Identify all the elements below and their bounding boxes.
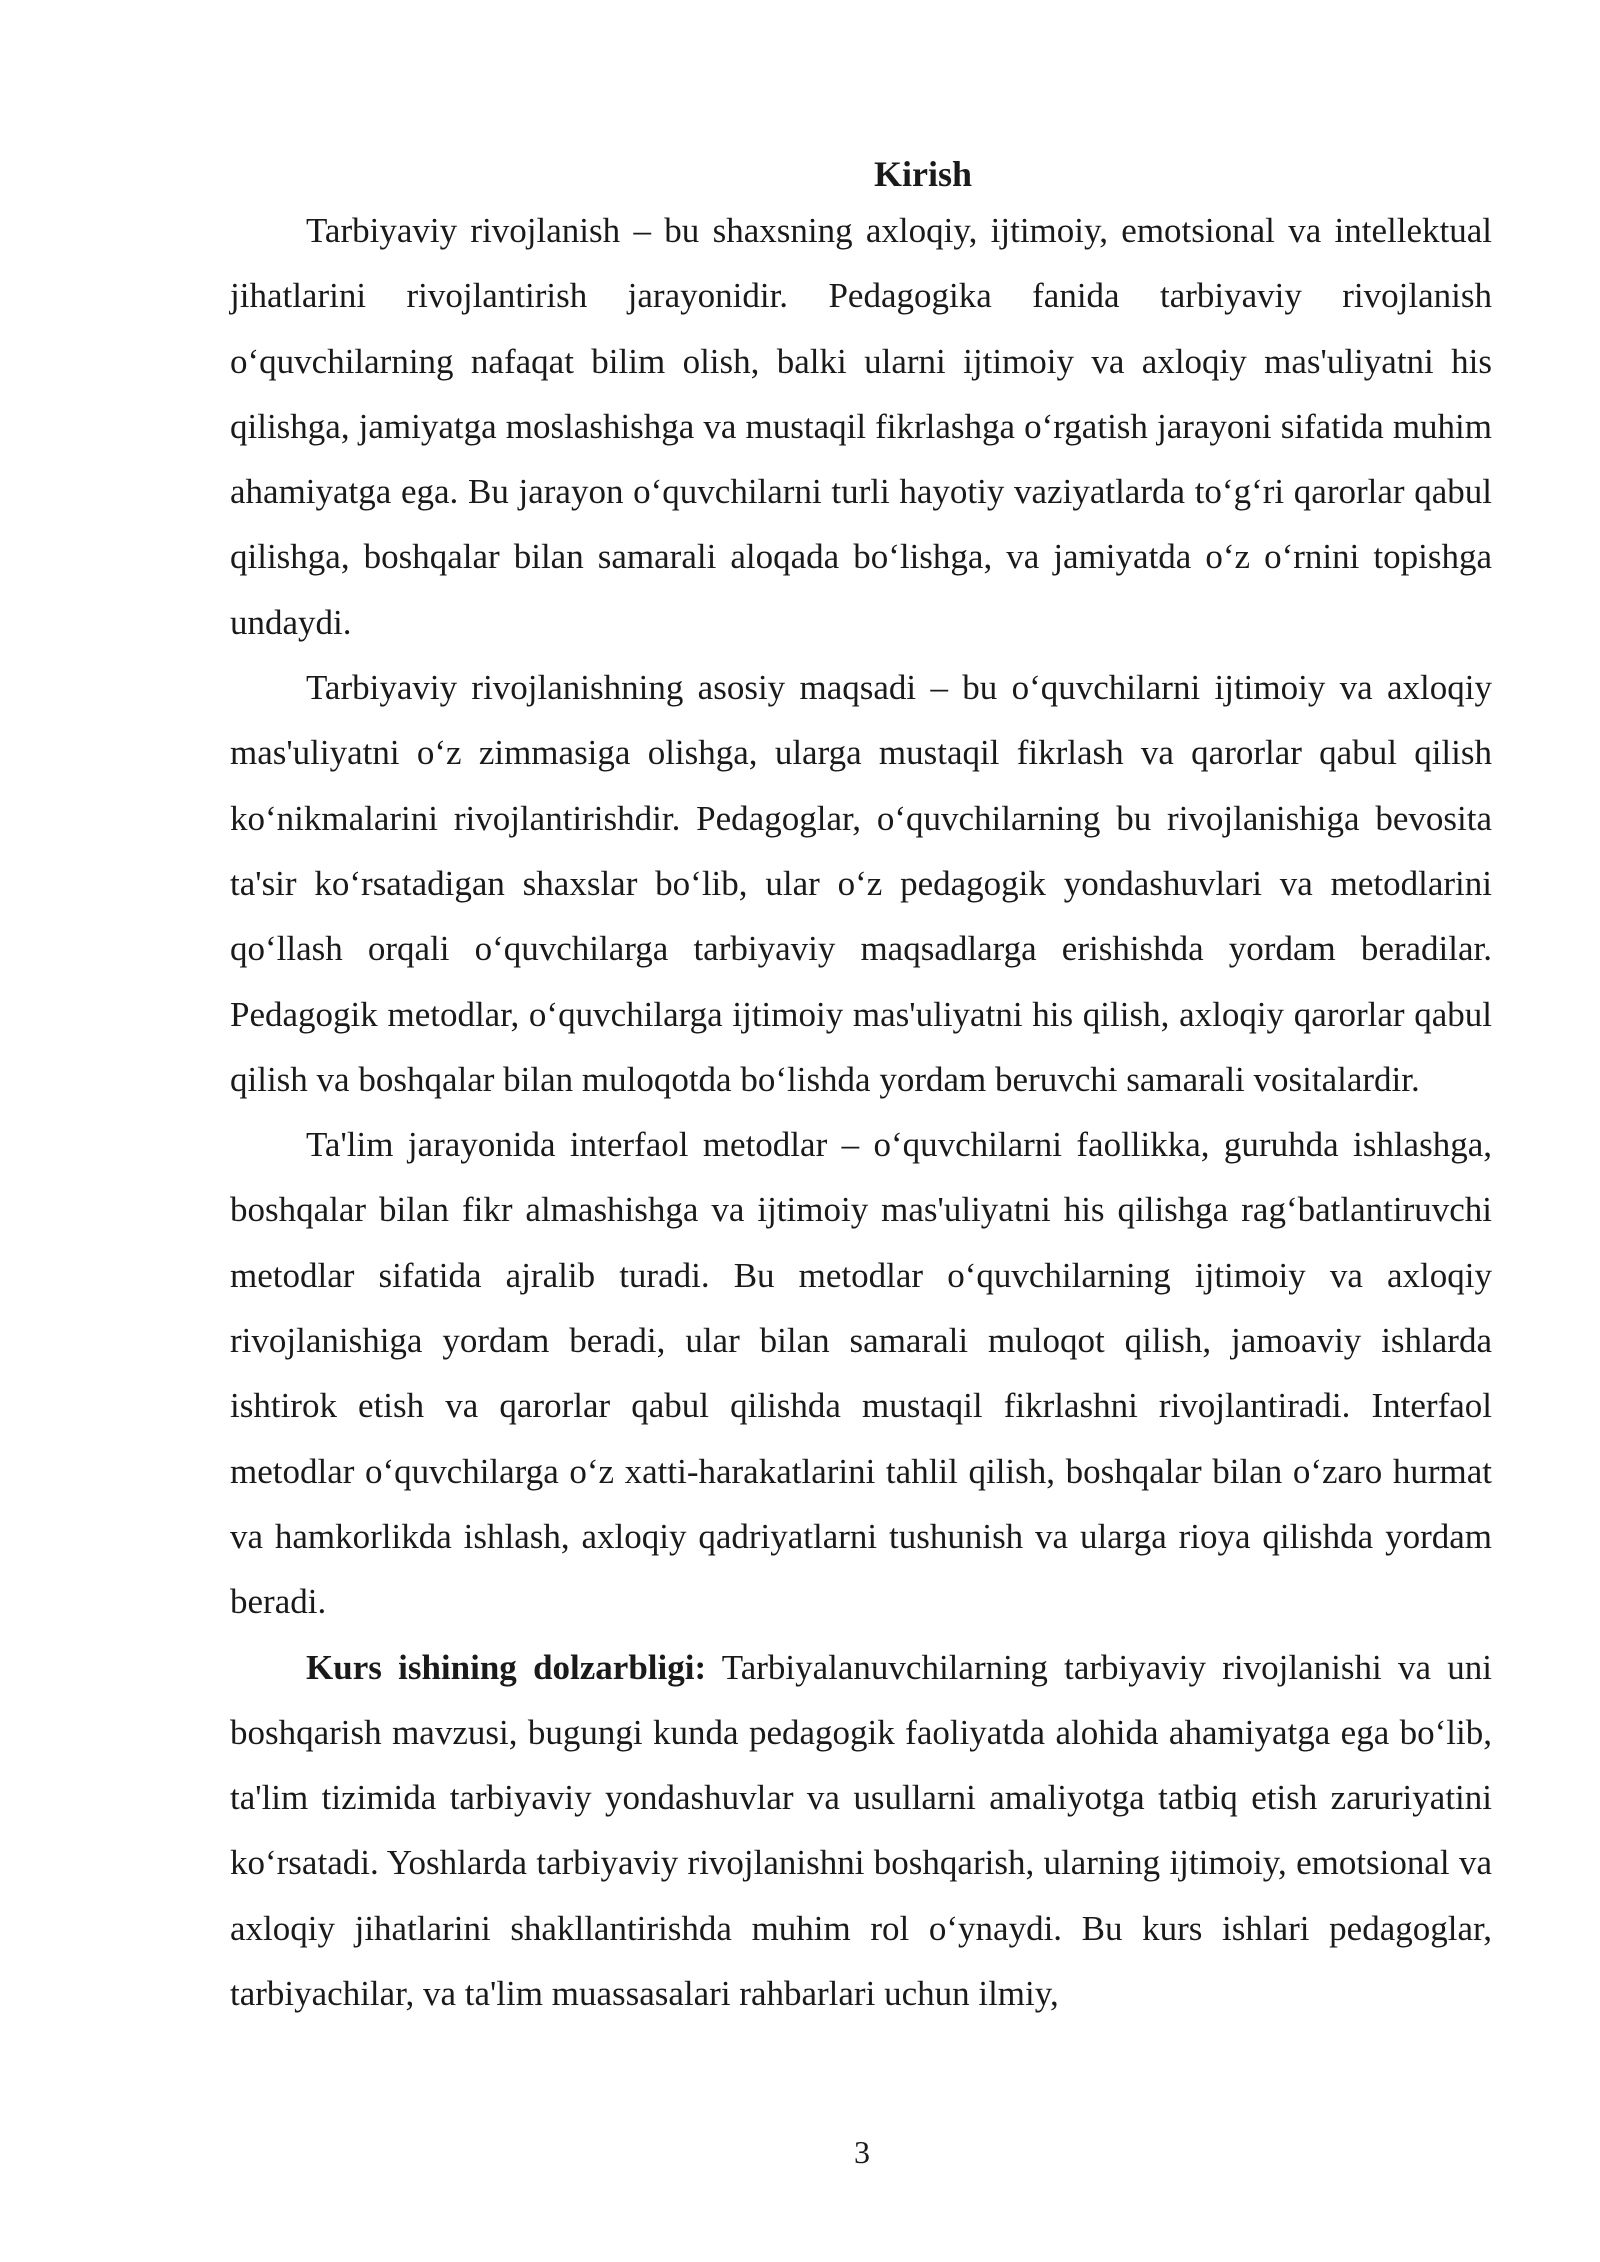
paragraph-1 — [230, 198, 1492, 655]
paragraph-3-text: Ta'lim jarayonida interfaol metodlar – o‘quvchilarni faollikka, guruhda ishlashga, boshqalar bilan fikr almashishga va ijtimoiy mas'uliyatni his qilishga rag‘batlantiruvchi metodlar sifatida ajralib turadi. Bu metodlar o‘quvchilarning ijtimoiy va axloqiy rivojlanishiga yordam beradi, ular bilan samarali muloqot qilish, jamoaviy ishlarda ishtirok etish va qarorlar qabul qilishda mustaqil fikrlashni rivojlantiradi. Interfaol metodlar o‘quvchilarga o‘z xatti-harakatlarini tahlil qilish, boshqalar bilan o‘zaro hurmat va hamkorlikda ishlash, axloqiy qadriyatlarni tushunish va ularga rioya qilishda yordam beradi. — [230, 1125, 1492, 1622]
paragraph-2 — [230, 655, 1492, 1112]
paragraph-3 — [230, 1112, 1492, 1634]
page-number: 3 — [854, 2134, 870, 2170]
paragraph-4-lead: Kurs ishining dolzarbligi: — [306, 1647, 707, 1687]
section-title: Kirish — [873, 154, 972, 194]
paragraph-1-text: Tarbiyaviy rivojlanish – bu shaxsning axloqiy, ijtimoiy, emotsional va intellektual jihatlarini rivojlantirish jarayonidir. Pedagogika fanida tarbiyaviy rivojlanish o‘quvchilarning nafaqat bilim olish, balki ularni ijtimoiy va axloqiy mas'uliyatni his qilishga, jamiyatga moslashishga va mustaqil fikrlashga o‘rgatish jarayoni sifatida muhim ahamiyatga ega. Bu jarayon o‘quvchilarni turli hayotiy vaziyatlarda to‘g‘ri qarorlar qabul qilishga, boshqalar bilan samarali aloqada bo‘lishga, va jamiyatda o‘z o‘rnini topishga undaydi. — [230, 211, 1492, 642]
paragraph-2-text: Tarbiyaviy rivojlanishning asosiy maqsadi – bu o‘quvchilarni ijtimoiy va axloqiy mas'uliyatni o‘z zimmasiga olishga, ularga mustaqil fikrlash va qarorlar qabul qilish ko‘nikmalarini rivojlantirishdir. Pedagoglar, o‘quvchilarning bu rivojlanishiga bevosita ta'sir ko‘rsatadigan shaxslar bo‘lib, ular o‘z pedagogik yondashuvlari va metodlarini qo‘llash orqali o‘quvchilarga tarbiyaviy maqsadlarga erishishda yordam beradilar. Pedagogik metodlar, o‘quvchilarga ijtimoiy mas'uliyatni his qilish, axloqiy qarorlar qabul qilish va boshqalar bilan muloqotda bo‘lishda yordam beruvchi samarali vositalardir. — [230, 668, 1492, 1099]
paragraph-4-text: Tarbiyalanuvchilarning tarbiyaviy rivojlanishi va uni boshqarish mavzusi, bugungi kunda pedagogik faoliyatda alohida ahamiyatga ega bo‘lib, ta'lim tizimida tarbiyaviy yondashuvlar va usullarni amaliyotga tatbiq etish zaruriyatini ko‘rsatadi. Yoshlarda tarbiyaviy rivojlanishni boshqarish, ularning ijtimoiy, emotsional va axloqiy jihatlarini shakllantirishda muhim rol o‘ynaydi. Bu kurs ishlari pedagoglar, tarbiyachilar, va ta'lim muassasalari rahbarlari uchun ilmiy, — [230, 1647, 1492, 2014]
paragraph-4 — [230, 1635, 1492, 2027]
document-page — [230, 150, 1492, 2026]
